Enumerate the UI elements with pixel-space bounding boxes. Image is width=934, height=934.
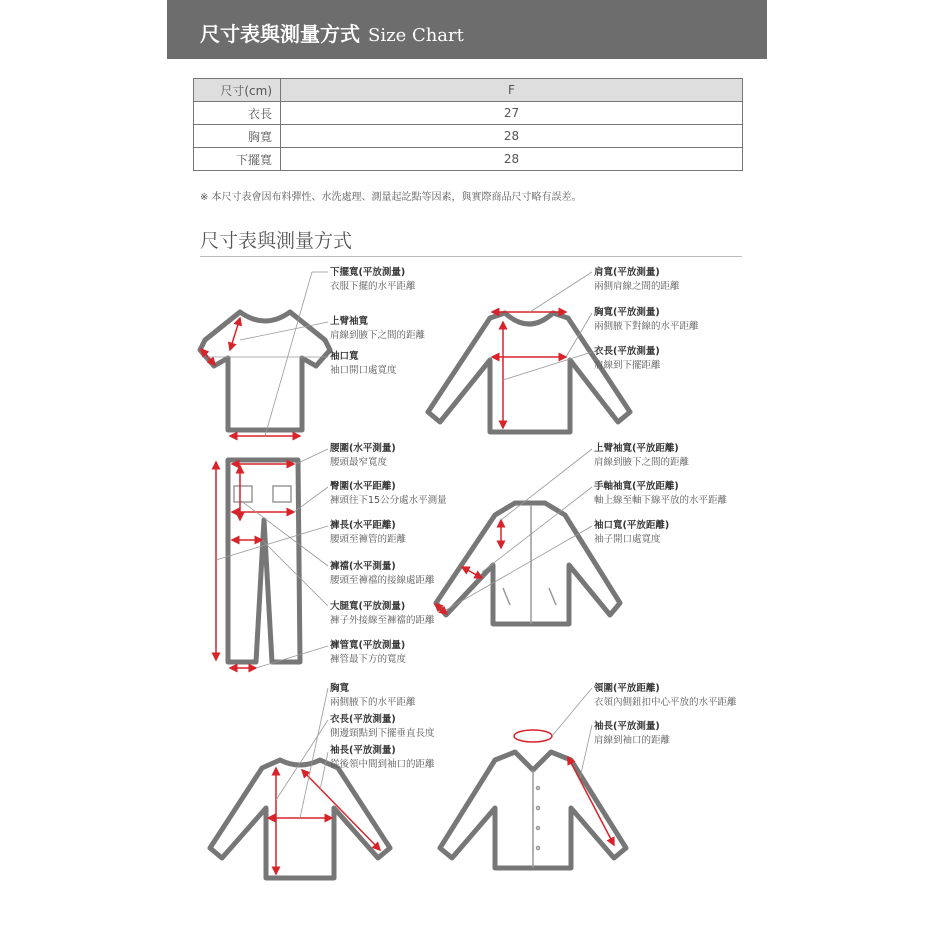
annotation-desc: 袖子開口處寬度 bbox=[594, 534, 661, 545]
table-row-value: 27 bbox=[281, 102, 743, 125]
annotation-title: 上臂袖寬 bbox=[330, 316, 369, 327]
annotation-shirt-sleeve bbox=[594, 720, 670, 748]
table-row-value: 28 bbox=[281, 125, 743, 148]
annotation-title: 袖長(平放測量) bbox=[594, 721, 660, 732]
annotation-title: 袖口寬 bbox=[330, 351, 359, 362]
annotation-thigh-width bbox=[330, 600, 435, 628]
annotation-desc: 肩線到腋下之間的距離 bbox=[330, 330, 426, 341]
annotation-raglan-chest bbox=[330, 682, 416, 710]
table-row-label: 胸寬 bbox=[194, 125, 281, 148]
raglan-illustration bbox=[210, 760, 390, 878]
annotation-title: 肩寬(平放測量) bbox=[594, 267, 660, 278]
annotation-rise bbox=[330, 560, 435, 588]
annotation-title: 大腿寬(平放測量) bbox=[330, 601, 406, 612]
annotation-desc: 肩線到袖口的距離 bbox=[594, 735, 671, 746]
table-row-label: 下擺寬 bbox=[194, 148, 281, 171]
annotation-title: 臀圍(水平距離) bbox=[330, 481, 396, 492]
annotation-desc: 腰頭至褲管的距離 bbox=[330, 534, 407, 545]
annotation-shoulder-width bbox=[594, 266, 680, 294]
annotation-waist bbox=[330, 442, 396, 470]
annotation-jacket-upper-sleeve bbox=[594, 442, 689, 470]
page-title-en: Size Chart bbox=[368, 25, 464, 46]
annotation-hip bbox=[330, 480, 447, 508]
annotation-desc: 側邊頸點到下擺垂直長度 bbox=[330, 728, 435, 739]
annotation-desc: 軸上線至軸下線平放的水平距離 bbox=[594, 495, 728, 506]
annotation-title: 下擺寬(平放測量) bbox=[330, 267, 406, 278]
annotation-desc: 褲子外接線至褲襠的距離 bbox=[330, 615, 435, 626]
annotation-title: 衣長(平放測量) bbox=[330, 714, 396, 725]
annotation-desc: 褲頭往下15公分處水平測量 bbox=[330, 495, 447, 506]
annotation-desc: 褲管最下方的寬度 bbox=[330, 654, 407, 665]
annotation-leg-opening bbox=[330, 639, 406, 667]
annotation-raglan-length bbox=[330, 713, 435, 741]
annotation-cuff-width bbox=[330, 350, 397, 378]
annotation-desc: 腰頭至褲襠的接線處距離 bbox=[330, 575, 435, 586]
annotation-desc: 腰頭最窄寬度 bbox=[330, 457, 388, 468]
annotation-pants-length bbox=[330, 519, 406, 547]
annotation-title: 褲長(水平距離) bbox=[330, 520, 396, 531]
annotation-title: 褲襠(水平測量) bbox=[330, 561, 396, 572]
annotation-title: 胸寬 bbox=[330, 683, 350, 694]
annotation-jacket-cuff bbox=[594, 519, 669, 547]
page-title-zh: 尺寸表與測量方式 bbox=[200, 22, 360, 46]
annotation-desc: 兩側腋下的水平距離 bbox=[330, 697, 416, 708]
disclaimer-note: ※ 本尺寸表會因布料彈性、水洗處理、測量起訖點等因素，與實際商品尺寸略有誤差。 bbox=[200, 192, 582, 203]
annotation-title: 袖口寬(平放距離) bbox=[594, 520, 670, 531]
annotation-hem-width bbox=[330, 266, 416, 294]
pants-illustration bbox=[228, 460, 300, 662]
annotation-collar bbox=[594, 682, 737, 710]
annotation-desc: 從後領中間到袖口的距離 bbox=[330, 759, 435, 770]
annotation-body-length bbox=[594, 345, 661, 373]
annotation-desc: 肩線到下擺距離 bbox=[594, 360, 661, 371]
annotation-title: 領圍(平放距離) bbox=[594, 683, 660, 694]
annotation-upper-sleeve bbox=[330, 315, 425, 343]
annotation-desc: 衣領內側鈕扣中心平放的水平距離 bbox=[594, 697, 737, 708]
annotation-title: 上臂袖寬(平放距離) bbox=[594, 443, 679, 454]
annotation-desc: 衣服下擺的水平距離 bbox=[330, 281, 416, 292]
annotation-title: 衣長(平放測量) bbox=[594, 346, 660, 357]
table-size-header: F bbox=[281, 79, 743, 102]
annotation-chest-width bbox=[594, 306, 699, 334]
annotation-title: 腰圍(水平測量) bbox=[330, 443, 396, 454]
annotation-desc: 肩線到腋下之間的距離 bbox=[594, 457, 690, 468]
table-row-value: 28 bbox=[281, 148, 743, 171]
annotation-elbow-width bbox=[594, 480, 727, 508]
annotation-title: 袖長(平放測量) bbox=[330, 745, 396, 756]
table-row-label: 衣長 bbox=[194, 102, 281, 125]
annotation-desc: 兩側肩線之間的距離 bbox=[594, 281, 680, 292]
tshirt-illustration bbox=[200, 312, 330, 430]
section-title: 尺寸表與測量方式 bbox=[200, 230, 353, 252]
annotation-raglan-sleeve bbox=[330, 744, 435, 772]
annotation-desc: 袖口開口處寬度 bbox=[330, 365, 397, 376]
annotation-title: 手軸袖寬(平放距離) bbox=[594, 481, 679, 492]
table-corner-cell: 尺寸(cm) bbox=[194, 79, 281, 102]
annotation-title: 褲管寬(平放測量) bbox=[330, 640, 406, 651]
jacket-illustration bbox=[436, 503, 620, 624]
annotation-title: 胸寬(平放測量) bbox=[594, 307, 660, 318]
annotation-desc: 兩側腋下對線的水平距離 bbox=[594, 321, 699, 332]
